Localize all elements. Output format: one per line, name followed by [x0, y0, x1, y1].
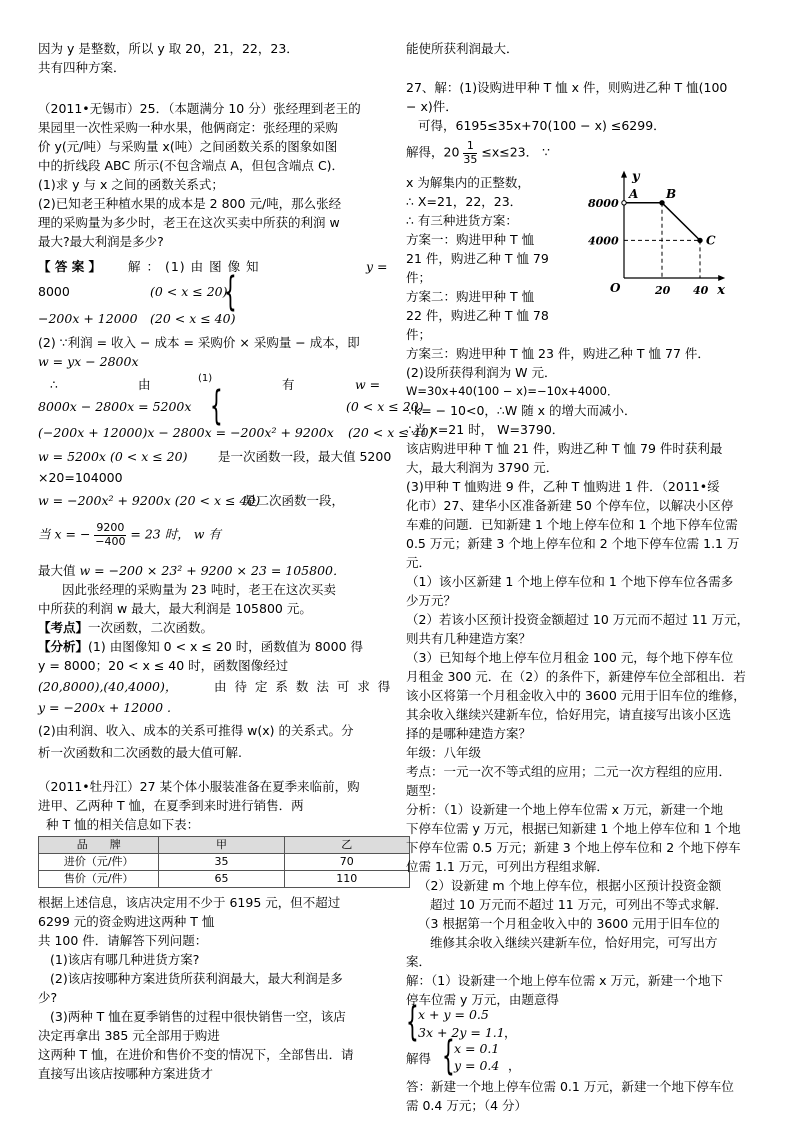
- text-line: 下停车位需 y 万元，根据已知新建 1 个地上停车位和 1 个地: [406, 821, 741, 836]
- w-case-1-expr: 8000x − 2800x = 5200x: [38, 399, 192, 414]
- text-line: (2) ∵利润 = 收入 − 成本 = 采购价 × 采购量 − 成本，即: [38, 335, 360, 350]
- text-line: 择的是哪种建造方案？: [406, 726, 532, 741]
- text-line: (2)该店按哪种方案进货所获利润最大，最大利润是多: [50, 971, 343, 986]
- x-tick-label: 20: [655, 284, 671, 297]
- text-line: 案．: [406, 954, 432, 969]
- w-case-1-condition: (0 < x ≤ 20): [346, 399, 424, 414]
- point-label-a: A: [629, 186, 639, 201]
- text-line: 其余收入继续兴建新车位，恰好用完，请直接写出该小区选: [406, 707, 732, 722]
- question-25-header: （2011•无锡市）25．（本题满分 10 分）张经理到老王的: [38, 101, 361, 116]
- text-line: 中所获的利润 w 最大，最大利润是 105800 元。: [38, 601, 312, 616]
- text-line: 能使所获利润最大．: [406, 41, 519, 56]
- fraction-denominator: 35: [463, 152, 478, 166]
- w-case-2-condition: (20 < x ≤ 40): [348, 425, 434, 440]
- punctuation: ，: [504, 1025, 517, 1040]
- text-line: 是二次函数一段，: [244, 493, 345, 508]
- table-cell: 65: [159, 870, 284, 887]
- table-cell: 35: [159, 853, 284, 870]
- solution-x: x = 0.1: [454, 1041, 500, 1056]
- y-equals: y =: [366, 259, 388, 274]
- fraction: [94, 522, 126, 548]
- text-line: 该店购进甲种 T 恤 21 件，购进乙种 T 恤 79 件时获利最: [406, 441, 723, 456]
- text-line: 21 件，购进乙种 T 恤 79: [406, 251, 549, 266]
- text-line: 停车位需 y 万元，由题意得: [406, 992, 559, 1007]
- case-2-condition: (20 < x ≤ 40): [150, 311, 236, 326]
- text-line: ∴ 有三种进货方案：: [406, 213, 518, 228]
- text-line: 方案三：购进甲种 T 恤 23 件，购进乙种 T 恤 77 件．: [406, 346, 710, 361]
- text-line: x 为解集内的正整数，: [406, 175, 530, 190]
- text-part: ≤x≤23． ∵: [481, 144, 551, 160]
- table-header-row: [39, 837, 410, 854]
- text-line: 这两种 T 恤，在进价和售价不变的情况下，全部售出．请: [38, 1047, 354, 1062]
- text-line: 答：新建一个地上停车位需 0.1 万元，新建一个地下停车位: [406, 1079, 734, 1094]
- fraction: [463, 140, 477, 166]
- brace-icon: {: [210, 383, 223, 429]
- text-line: 件；: [406, 270, 432, 285]
- text-line: 月租金 300 元．在（2）的条件下，新建停车位全部租出．若: [406, 669, 746, 684]
- text-line: (2)已知老王种植水果的成本是 2 800 元/吨，那么张经: [38, 196, 342, 211]
- table-cell: 110: [284, 870, 410, 887]
- y-axis-label: y: [632, 169, 640, 185]
- formula-line: y = −200x + 12000 .: [38, 700, 171, 715]
- case-1-condition: (0 < x ≤ 20): [150, 284, 228, 299]
- table-body: [39, 837, 410, 888]
- text-line: （3）已知每个地上停车位月租金 100 元，每个地下停车位: [406, 650, 734, 665]
- point-a: [622, 201, 626, 205]
- text-line: （2）若该小区预计投资金额超过 10 万元而不超过 11 万元，: [406, 612, 750, 627]
- text-line: 题型：: [406, 783, 444, 798]
- text-part: = 23 时， w 有: [130, 526, 221, 542]
- text-word: 有: [282, 377, 295, 392]
- table-cell: 进价（元/件）: [39, 853, 159, 870]
- x-tick-label: 40: [693, 284, 709, 297]
- kaodian-label: 【考点】: [38, 620, 89, 635]
- point-b: [660, 201, 664, 205]
- text-line: 共 100 件．请解答下列问题：: [38, 933, 208, 948]
- text-line: 价 y(元/吨）与采购量 x(吨）之间函数关系的图象如图: [38, 139, 338, 154]
- text-word: 由: [138, 377, 151, 392]
- text-line: 中的折线段 ABC 所示(不包含端点 A，但包含端点 C)．: [38, 158, 345, 173]
- table-row: [39, 870, 410, 887]
- text-word: (1): [198, 373, 213, 384]
- text-line: 最大?最大利润是多少?: [38, 234, 164, 249]
- x-axis-label: x: [717, 283, 725, 298]
- max-line: [38, 562, 346, 580]
- text-line: (3)两种 T 恤在夏季销售的过程中很快销售一空，该店: [50, 1009, 346, 1024]
- point-label-c: C: [706, 233, 716, 248]
- y-tick-label: 4000: [588, 234, 619, 248]
- text-line: 6299 元的资金购进这两种 T 恤: [38, 914, 215, 929]
- punctuation: ，: [508, 1058, 521, 1073]
- point-label-b: B: [666, 186, 677, 201]
- table-header-cell: 品 牌: [39, 837, 159, 854]
- x-axis-arrow-icon: [718, 275, 725, 281]
- text-line: 因为 y 是整数，所以 y 取 20，21，22，23．: [38, 41, 299, 56]
- text-line: 考点：一元一次不等式组的应用；二元一次方程组的应用．: [406, 764, 732, 779]
- formula-line: (20,8000),(40,4000)，: [38, 679, 178, 694]
- text-line: 可得，6195≤35x+70(100 − x) ≤6299．: [418, 118, 666, 133]
- text-part: 解得，20: [406, 144, 460, 160]
- text-line: 共有四种方案．: [38, 60, 126, 75]
- brace-icon: {: [406, 999, 419, 1045]
- fraction-numerator: 1: [463, 140, 477, 154]
- text-word: 解得: [406, 1051, 432, 1066]
- text-line: 下停车位需 0.5 万元；新建 3 个地上停车位和 2 个地下停车: [406, 840, 741, 855]
- text-line: 超过 10 万元而不超过 11 万元，可列出不等式求解．: [430, 897, 728, 912]
- text-line: − x)件．: [406, 99, 458, 114]
- text-line: 直接写出该店按哪种方案进货才: [38, 1066, 214, 1081]
- text-line: 位需 1.1 万元，可列出方程组求解．: [406, 859, 609, 874]
- kaodian-line: [38, 619, 213, 637]
- text-part: 最大值: [38, 563, 76, 578]
- text-line: 析一次函数和二次函数的最大值可解.: [38, 745, 242, 760]
- therefore-symbol: ∴: [50, 377, 58, 392]
- text-line: (3)甲种 T 恤购进 9 件，乙种 T 恤购进 1 件．（2011•绥: [406, 479, 720, 494]
- text-line: (1)求 y 与 x 之间的函数关系式；: [38, 177, 224, 192]
- system-eq-1: x + y = 0.5: [418, 1007, 489, 1022]
- text-line: 22 件，购进乙种 T 恤 78: [406, 308, 549, 323]
- formula-line: w = −200x² + 9200x (20 < x ≤ 40): [38, 493, 261, 508]
- brace-icon: {: [442, 1033, 455, 1079]
- table-cell: 售价（元/件）: [39, 870, 159, 887]
- text-line: ∵k= − 10<0，∴W 随 x 的增大而减小．: [406, 403, 637, 418]
- text-line: 理的采购量为多少时，老王在这次买卖中所获的利润 w: [38, 215, 340, 230]
- fraction-numerator: 9200: [96, 521, 125, 534]
- text-line: 该小区将第一个月租金收入中的 3600 元用于旧车位的维修，: [406, 688, 746, 703]
- text-line: 因此张经理的采购量为 23 吨时，老王在这次买卖: [62, 582, 336, 597]
- text-line: 是一次函数一段，最大值 5200: [218, 449, 392, 464]
- text-line: 根据上述信息，该店决定用不少于 6195 元，但不超过: [38, 895, 341, 910]
- solve-line: [406, 140, 550, 166]
- text-line: 27、解：(1)设购进甲种 T 恤 x 件，则购进乙种 T 恤(100: [406, 80, 728, 95]
- y-tick-label: 8000: [588, 196, 619, 210]
- text-line: W=30x+40(100 − x)=−10x+4000．: [406, 384, 619, 398]
- formula-part: w = −200 × 23² + 9200 × 23 = 105800．: [79, 563, 346, 578]
- text-line: 由 待 定 系 数 法 可 求 得: [214, 679, 393, 694]
- question-27-header: （2011•牡丹江）27 某个体小服装准备在夏季来临前，购: [38, 779, 360, 794]
- answer-label: 【 答 案 】: [38, 259, 102, 274]
- text-line: (2)由利润、收入、成本的关系可推得 w(x) 的关系式。分: [38, 723, 354, 738]
- case-2-expr: −200x + 12000: [38, 311, 138, 326]
- formula-line: w = yx − 2800x: [38, 354, 139, 369]
- point-c: [698, 238, 702, 242]
- table-header-cell: 甲: [159, 837, 284, 854]
- text-line: 果园里一次性采购一种水果，他俩商定：张经理的采购: [38, 120, 339, 135]
- text-line: 元．: [406, 555, 432, 570]
- text-line: 分析：（1）设新建一个地上停车位需 x 万元，新建一个地: [406, 802, 724, 817]
- table-row: [39, 853, 410, 870]
- text-line: 方案二：购进甲种 T 恤: [406, 289, 535, 304]
- text-line: (1)该店有哪几种进货方案?: [50, 952, 200, 967]
- fenxi-text: (1) 由图像知 0 < x ≤ 20 时，函数值为 8000 得: [88, 639, 363, 654]
- text-line: 少万元？: [406, 593, 457, 608]
- text-line: ∴当 x=21 时， W=3790．: [406, 422, 565, 437]
- w-case-2-expr: (−200x + 12000)x − 2800x = −200x² + 9200x: [38, 425, 334, 440]
- fenxi-line: [38, 638, 363, 656]
- text-line: 方案一：购进甲种 T 恤: [406, 232, 535, 247]
- text-line: 件；: [406, 327, 432, 342]
- when-line: [38, 522, 221, 548]
- y-axis-arrow-icon: [621, 171, 627, 178]
- text-part: 当 x = −: [38, 526, 91, 542]
- text-line: y = 8000；20 < x ≤ 40 时，函数图像经过: [38, 658, 289, 673]
- w-equals: w =: [355, 377, 381, 392]
- price-quantity-chart: [584, 164, 734, 304]
- text-line: (2)设所获得利润为 W 元．: [406, 365, 557, 380]
- origin-label: O: [610, 281, 621, 295]
- text-line: 需 0.4 万元；（4 分）: [406, 1098, 528, 1113]
- text-line: （1）该小区新建 1 个地上停车位和 1 个地下停车位各需多: [406, 574, 734, 589]
- text-line: 少?: [38, 990, 58, 1005]
- kaodian-text: 一次函数，二次函数。: [88, 620, 214, 635]
- solution-y: y = 0.4: [454, 1058, 500, 1073]
- text-line: 年级：八年级: [406, 745, 482, 760]
- case-1-expr: 8000: [38, 284, 70, 299]
- text-line: 决定再拿出 385 元全部用于购进: [38, 1028, 220, 1043]
- text-line: 进甲、乙两种 T 恤，在夏季到来时进行销售．两: [38, 798, 304, 813]
- text-line: 化市）27、建华小区准备新建 50 个停车位，以解决小区停: [406, 498, 734, 513]
- brace-icon: {: [224, 269, 237, 315]
- text-line: 则共有几种建造方案？: [406, 631, 532, 646]
- text-line: ×20=104000: [38, 470, 123, 485]
- formula-line: w = 5200x (0 < x ≤ 20): [38, 449, 188, 464]
- text-line: 解：（1）设新建一个地上停车位需 x 万元，新建一个地下: [406, 973, 724, 988]
- tshirt-price-table: [38, 836, 410, 888]
- text-line: 车难的问题．已知新建 1 个地上停车位和 1 个地下停车位需: [406, 517, 738, 532]
- text-line: ∴ X=21，22，23．: [406, 194, 523, 209]
- text-line: 种 T 恤的相关信息如下表：: [46, 817, 200, 832]
- text-line: 大，最大利润为 3790 元．: [406, 460, 559, 475]
- text-line: 维修其余收入继续兴建新车位，恰好用完，可写出方: [430, 935, 718, 950]
- system-eq-2: 3x + 2y = 1.1: [418, 1025, 505, 1040]
- fraction-denominator: −400: [95, 534, 126, 548]
- fenxi-label: 【分析】: [38, 639, 89, 654]
- text-line: 0.5 万元；新建 3 个地上停车位和 2 个地下停车位需 1.1 万: [406, 536, 740, 551]
- text-line: （3 根据第一个月租金收入中的 3600 元用于旧车位的: [418, 916, 720, 931]
- text-line: （2）设新建 m 个地上停车位，根据小区预计投资金额: [418, 878, 722, 893]
- table-cell: 70: [284, 853, 410, 870]
- answer-text: 解 ： (1) 由 图 像 知: [128, 259, 260, 274]
- table-header-cell: 乙: [284, 837, 410, 854]
